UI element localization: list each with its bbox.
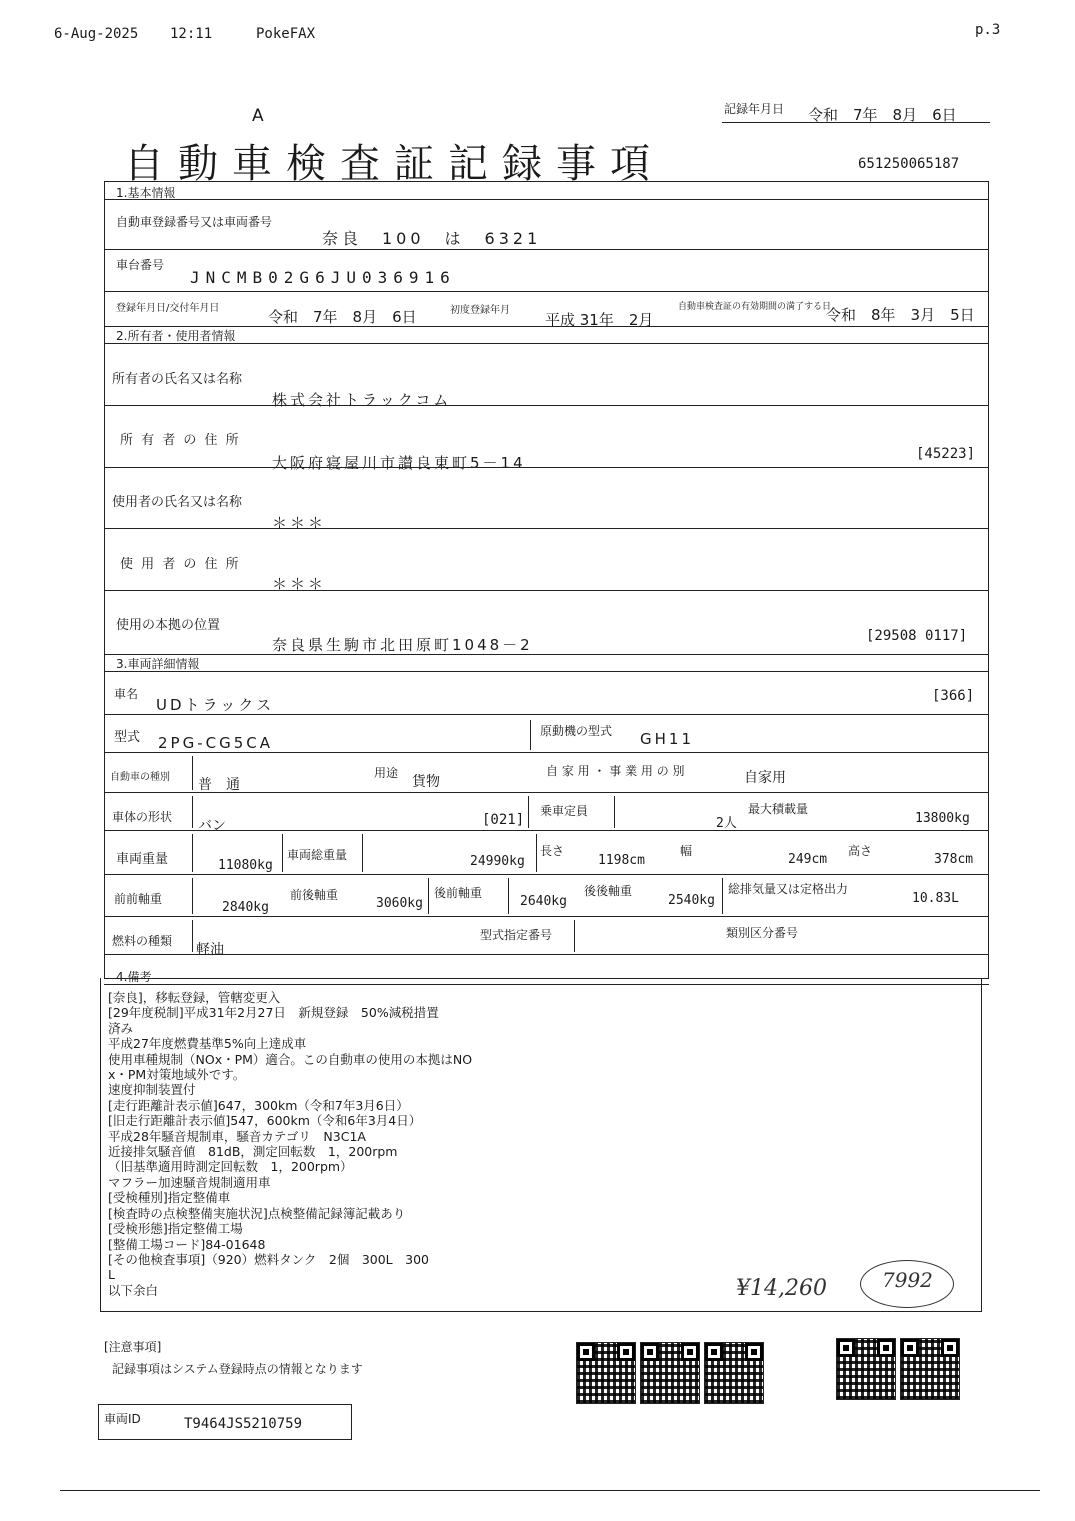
expiry-label: 自動車検査証の有効期間の満了する日 (678, 302, 832, 312)
displacement: 10.83L (912, 891, 959, 906)
remarks-line: x・PM対策地域外です。 (108, 1067, 246, 1083)
make-label: 車名 (114, 687, 139, 701)
expiry-date: 令和 8年 3月 5日 (826, 306, 975, 324)
fax-date: 6-Aug-2025 (54, 26, 139, 42)
gross-weight: 24990kg (470, 854, 525, 869)
remarks-line: 近接排気騒音値 81dB，測定回転数 1，200rpm (108, 1144, 398, 1160)
record-date: 令和 7年 8月 6日 (808, 106, 957, 124)
vehicle-id: T9464JS5210759 (184, 1416, 303, 1432)
height: 378cm (934, 852, 974, 867)
reg-date: 令和 7年 8月 6日 (268, 308, 417, 326)
document-mark: A (252, 106, 264, 126)
notes-text: 記録事項はシステム登録時点の情報となります (112, 1362, 363, 1376)
qr-code-4 (836, 1338, 896, 1400)
first-reg-label: 初度登録年月 (450, 305, 510, 316)
width-label: 幅 (680, 844, 693, 858)
front-front-axle: 2840kg (222, 900, 269, 915)
length-label: 長さ (540, 844, 565, 858)
user-name-label: 使用者の氏名又は名称 (112, 495, 243, 510)
make: UDトラックス (156, 696, 275, 714)
private-business-label: 自 家 用 ・ 事 業 用 の 別 (546, 764, 685, 778)
remarks-line: （旧基準適用時測定回転数 1，200rpm） (108, 1159, 353, 1175)
fax-sender: PokeFAX (256, 26, 316, 42)
owner-address-code: [45223] (916, 446, 976, 462)
chassis-number: JNCMB02G6JU036916 (190, 268, 456, 287)
body-shape-label: 車体の形状 (112, 810, 173, 824)
remarks-line: [走行距離計表示値]647，300km（令和7年3月6日） (108, 1097, 409, 1113)
max-load: 13800kg (915, 811, 970, 826)
capacity-label: 乗車定員 (540, 804, 589, 818)
reg-number-label: 自動車登録番号又は車両番号 (116, 215, 273, 229)
remarks-text (108, 990, 808, 1298)
chassis-label: 車台番号 (116, 258, 165, 272)
remarks-line: L (108, 1267, 115, 1283)
gross-weight-label: 車両総重量 (287, 848, 348, 862)
reg-number: 奈良 100 は 6321 (322, 229, 542, 248)
remarks-line: [29年度税制]平成31年2月27日 新規登録 50%減税措置 (108, 1005, 439, 1021)
notes-heading: [注意事項] (104, 1340, 162, 1354)
qr-code-1 (576, 1342, 636, 1404)
height-label: 高さ (848, 844, 873, 858)
remarks-line: 平成28年騒音規制車，騒音カテゴリ N3C1A (108, 1128, 366, 1144)
remarks-line: 済み (108, 1020, 134, 1036)
fuel-label: 燃料の種類 (112, 934, 173, 948)
kind: 普 通 (198, 777, 240, 793)
use-label: 用途 (374, 766, 399, 780)
weight: 11080kg (218, 858, 273, 873)
front-rear-axle-label: 前後軸重 (290, 888, 339, 902)
document-title: 自動車検査証記録事項 (124, 141, 664, 187)
vehicle-id-label: 車両ID (104, 1412, 141, 1426)
remarks-line: [奈良]，移転登録，管轄変更入 (108, 990, 281, 1005)
owner-name: 株式会社トラックコム (272, 391, 452, 409)
rear-rear-axle-label: 後後軸重 (584, 884, 633, 898)
remarks-line: 以下余白 (108, 1282, 159, 1298)
remarks-line: マフラー加速騒音規制適用車 (108, 1174, 271, 1190)
user-address-label: 使 用 者 の 住 所 (120, 557, 241, 572)
section-heading-remarks: 4.備考 (116, 970, 152, 984)
remarks-line: [検査時の点検整備実施状況]点検整備記録簿記載あり (108, 1205, 406, 1221)
qr-code-2 (640, 1342, 700, 1404)
front-front-axle-label: 前前軸重 (114, 892, 163, 906)
front-rear-axle: 3060kg (376, 896, 423, 911)
engine-label: 原動機の型式 (540, 724, 613, 738)
document-number: 651250065187 (858, 156, 960, 172)
owner-address-label: 所 有 者 の 住 所 (120, 433, 241, 448)
class-number-label: 類別区分番号 (726, 926, 799, 940)
private-business: 自家用 (744, 770, 786, 786)
owner-name-label: 所有者の氏名又は名称 (112, 372, 243, 387)
make-code: [366] (932, 688, 975, 704)
handwritten-circled-number: 7992 (882, 1268, 933, 1292)
body-shape-code: [021] (482, 812, 525, 828)
remarks-line: 使用車種規制（NOx・PM）適合。この自動車の使用の本拠はNO (108, 1051, 473, 1067)
base-location: 奈良県生駒市北田原町1048－2 (272, 636, 533, 654)
fax-page: p.3 (975, 22, 1001, 38)
user-address: ＊＊＊ (272, 575, 327, 593)
bottom-rule (60, 1490, 1040, 1491)
fuel: 軽油 (196, 942, 224, 958)
handwritten-price: ¥14,260 (736, 1276, 827, 1301)
body-shape: バン (198, 818, 226, 834)
rear-front-axle: 2640kg (520, 894, 567, 909)
base-location-code: [29508 0117] (866, 628, 968, 644)
weight-label: 車両重量 (116, 852, 169, 867)
remarks-line: [その他検査事項]（920）燃料タンク 2個 300L 300 (108, 1251, 429, 1267)
remarks-line: 平成27年度燃費基準5%向上達成車 (108, 1036, 307, 1052)
engine-model: GH11 (640, 730, 694, 748)
max-load-label: 最大積載量 (748, 802, 809, 816)
remarks-line: [受検形態]指定整備工場 (108, 1221, 243, 1237)
model: 2PG-CG5CA (158, 734, 274, 752)
type-number-label: 型式指定番号 (480, 928, 553, 942)
reg-date-label: 登録年月日/交付年月日 (116, 303, 220, 314)
width: 249cm (788, 852, 828, 867)
length: 1198cm (598, 853, 645, 868)
base-location-label: 使用の本拠の位置 (116, 618, 221, 633)
capacity: 2人 (716, 816, 737, 831)
model-label: 型式 (114, 730, 141, 745)
remarks-line: [旧走行距離計表示値]547，600km（令和6年3月4日） (108, 1113, 422, 1129)
fax-time: 12:11 (170, 26, 213, 42)
displacement-label: 総排気量又は定格出力 (728, 882, 849, 896)
section-heading-vehicle: 3.車両詳細情報 (116, 657, 200, 671)
owner-address: 大阪府寝屋川市讃良東町5－14 (272, 454, 526, 472)
remarks-line: [受検種別]指定整備車 (108, 1190, 231, 1206)
qr-code-3 (704, 1342, 764, 1404)
kind-label: 自動車の種別 (110, 772, 170, 783)
first-reg-date: 平成 31年 2月 (545, 311, 654, 329)
qr-code-5 (900, 1338, 960, 1400)
rear-front-axle-label: 後前軸重 (434, 886, 483, 900)
use: 貨物 (412, 774, 440, 790)
record-date-label: 記録年月日 (724, 102, 785, 116)
remarks-line: [整備工場コード]84-01648 (108, 1236, 266, 1252)
user-name: ＊＊＊ (272, 514, 327, 532)
section-heading-owner: 2.所有者・使用者情報 (116, 329, 236, 343)
rear-rear-axle: 2540kg (668, 893, 715, 908)
remarks-line: 速度抑制装置付 (108, 1082, 196, 1098)
section-heading-basic: 1.基本情報 (116, 186, 176, 200)
